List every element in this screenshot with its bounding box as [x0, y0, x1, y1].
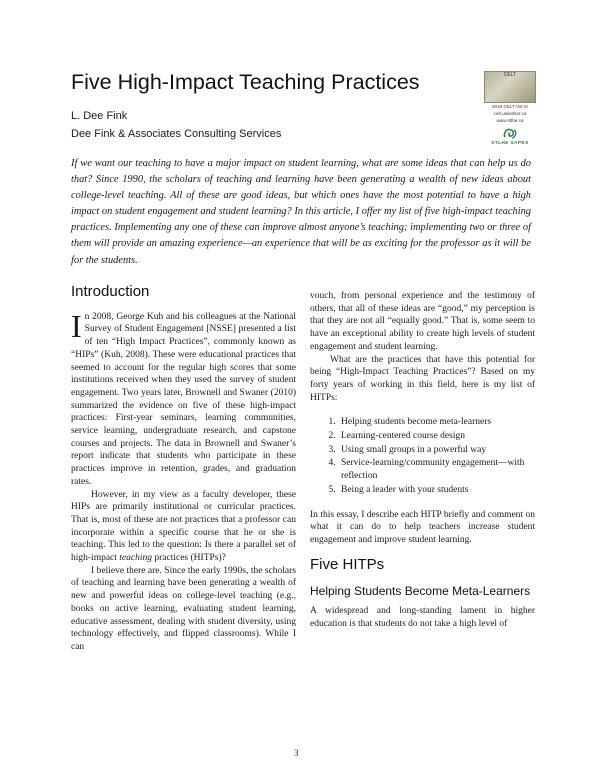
right-column — [310, 290, 535, 631]
list-item: 2. Learning-centered course design — [338, 430, 535, 443]
right-paragraph-1: vouch, from personal experience and the testimony of others, that all of these ideas are “good,” my perception is that they are not all “equally good.” That is, some seem to have an exceptional ability to create high levels of student engagement and student learning. — [310, 291, 535, 352]
author-affiliation: Dee Fink & Associates Consulting Services — [71, 128, 282, 140]
hitp-list — [310, 416, 535, 496]
list-item: 5. Being a leader with your students — [338, 484, 535, 497]
list-item: 3. Using small groups in a powerful way — [338, 444, 535, 457]
intro-paragraph-2-emphasis: teaching — [119, 553, 152, 564]
intro-paragraph-2-text-b: practices (HITPs)? — [152, 553, 226, 564]
journal-logo — [478, 71, 542, 155]
heading-meta-learners: Helping Students Become Meta-Learners — [310, 584, 531, 599]
right-paragraph-4: A widespread and long-standing lament in higher education is that students do not take a high level of — [310, 606, 535, 630]
intro-paragraph-2-text-a: However, in my view as a faculty developer, these HIPs are primarily institutional or curricular practices. That is, most of these are not practices that a professor can incorporate within a specific course that he or she is teaching. This led to the question: Is there a parallel set of high-impact — [71, 489, 296, 564]
celt-logo-text: CELT — [503, 72, 517, 78]
article-title: Five High-Impact Teaching Practices — [71, 70, 420, 94]
logo-tagline: STLHE SAPES — [491, 140, 529, 145]
intro-paragraph-1 — [71, 307, 296, 489]
logo-url-celt: celt.uwindsor.ca — [493, 111, 527, 116]
intro-paragraph-2 — [71, 489, 296, 565]
heading-introduction: Introduction — [71, 283, 150, 300]
drop-cap: I — [71, 307, 82, 344]
heading-five-hitps: Five HITPs — [310, 555, 385, 573]
left-column — [71, 283, 296, 654]
author-name: L. Dee Fink — [71, 110, 128, 122]
abstract: If we want our teaching to have a major impact on student learning, what are some ideas that can help us do that? Since 1990, the scholars of teaching and learning have been generating a wealth of new ideas about college-level teaching. All of these are good ideas, but which ones have the most potential to have a high impact on student engagement and student learning? In this article, I offer my list of five high-impact teaching practices. Implementing any one of these can improve almost anyone’s teaching; implementing two or three of them will provide an amazing experience—an experience that will be as exciting for the professor as it will be for the students. — [71, 158, 531, 266]
right-paragraph-3: In this essay, I describe each HITP briefly and comment on what it can do to help teachers increase student engagement and improve student learning. — [310, 509, 535, 545]
stlhe-swirl-icon — [502, 127, 518, 140]
page-number: 3 — [294, 748, 299, 758]
logo-volume: 2016 CELT Vol IX — [491, 104, 529, 109]
intro-paragraph-1-text: n 2008, George Kuh and his colleagues at the National Survey of Student Engagement [NSSE] presented a list of ten “High Impact Practices”, commonly known as “HIPs” (Kuh, 2008). These were educational practices that seemed to account for the regular high scores that some institutions received when they used the survey of student engagement. Two years later, Brownell and Swaner (2010) summarized the evidence on five of these high-impact practices: First-year seminars, learning communities, service learning, undergraduate research, and capstone courses and projects. The data in Brownell and Swaner’s report indicate that students who participate in these practices improve in retention, grades, and graduation rates. — [71, 311, 296, 487]
right-paragraph-2: What are the practices that have this potential for being “High-Impact Teaching Practices”? Based on my forty years of working in this field, here is my list of HITPs: — [310, 354, 535, 403]
celt-logo-image — [484, 71, 536, 103]
list-item: 1. Helping students become meta-learners — [338, 416, 535, 429]
logo-url-stlhe: www.stlhe.ca — [496, 118, 524, 123]
intro-paragraph-3: I believe there are. Since the early 1990s, the scholars of teaching and learning have been generating a wealth of new and powerful ideas on college-level teaching (e.g., books on active learning, evaluating student learning, educative assessment, dealing with student diversity, using technology effectively, and flipped classrooms). While I can — [71, 565, 296, 652]
list-item: 4. Service-learning/community engagement—with reflection — [338, 457, 535, 482]
